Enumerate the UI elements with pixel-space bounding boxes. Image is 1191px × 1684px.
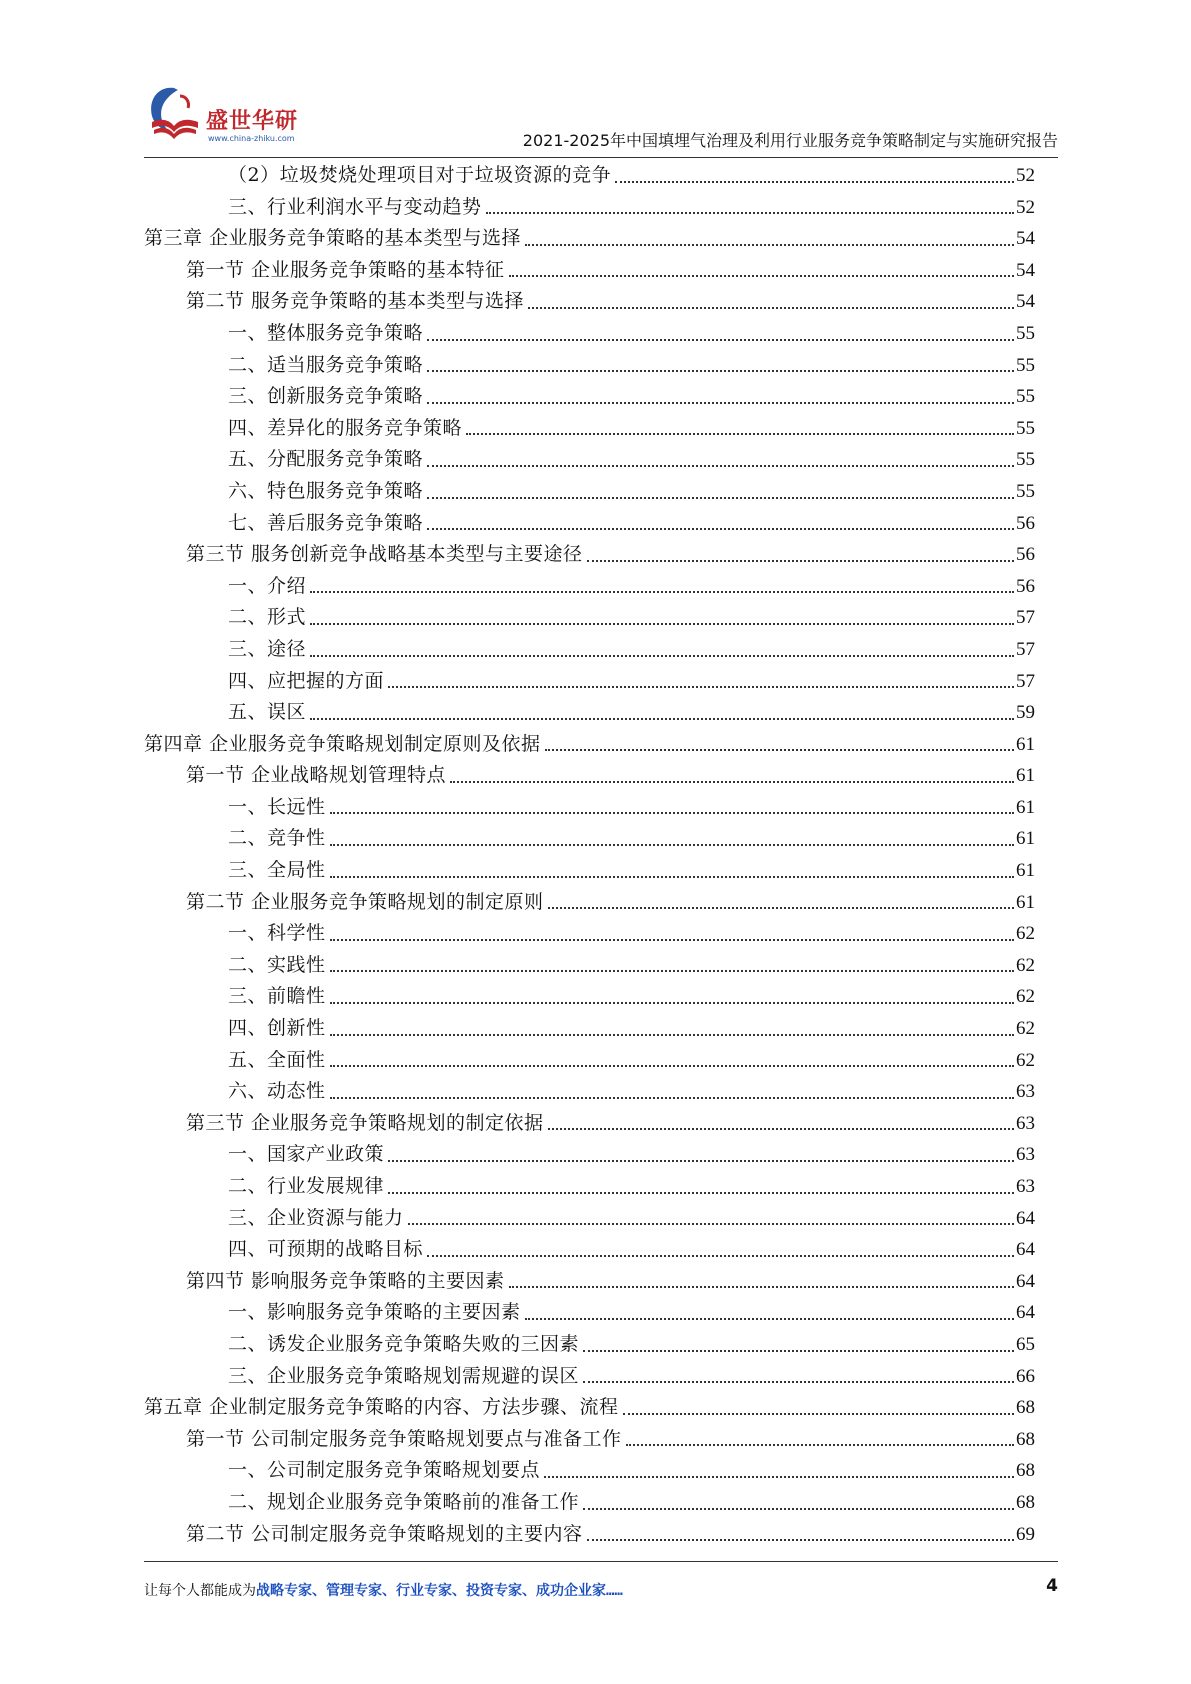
toc-entry-title: 第三节 企业服务竞争策略规划的制定依据 [186,1111,544,1134]
toc-entry-title: 四、可预期的战略目标 [228,1238,424,1261]
toc-entry-title: 一、科学性 [228,922,326,945]
toc-entry[interactable] [144,666,1035,698]
toc-dot-leader [330,1002,1014,1004]
toc-entry-title: 二、诱发企业服务竞争策略失败的三因素 [228,1332,580,1355]
toc-dot-leader [466,433,1014,435]
toc-entry[interactable] [144,950,1035,982]
toc-entry-page: 68 [1016,1428,1035,1450]
document-title: 2021-2025年中国填埋气治理及利用行业服务竞争策略制定与实施研究报告 [522,131,1058,150]
toc-entry-title: 五、分配服务竞争策略 [228,448,424,471]
toc-entry-title: 三、创新服务竞争策略 [228,385,424,408]
toc-entry-title: 一、介绍 [228,574,307,597]
toc-entry[interactable] [144,255,1035,287]
toc-entry[interactable] [144,1487,1035,1519]
toc-entry[interactable] [144,823,1035,855]
toc-dot-leader [330,876,1014,878]
toc-entry[interactable] [144,350,1035,382]
toc-dot-leader [310,655,1014,657]
toc-entry-title: 三、途径 [228,637,307,660]
toc-dot-leader [486,212,1014,214]
toc-dot-leader [427,402,1014,404]
toc-dot-leader [330,939,1014,941]
book-logo-icon [144,82,204,144]
toc-dot-leader [388,1192,1014,1194]
toc-entry-title: 四、创新性 [228,1017,326,1040]
toc-entry[interactable] [144,1171,1035,1203]
toc-entry-title: 六、动态性 [228,1080,326,1103]
toc-entry-title: 五、误区 [228,701,307,724]
toc-entry-title: 二、适当服务竞争策略 [228,353,424,376]
toc-entry[interactable] [144,286,1035,318]
toc-entry-title: 第四章 企业服务竞争策略规划制定原则及依据 [144,732,541,755]
toc-entry-page: 69 [1016,1523,1035,1545]
toc-entry-page: 55 [1016,322,1035,344]
toc-entry[interactable] [144,1139,1035,1171]
toc-entry[interactable] [144,918,1035,950]
toc-entry-title: 第三节 服务创新竞争战略基本类型与主要途径 [186,543,583,566]
toc-entry-title: 第二节 公司制定服务竞争策略规划的主要内容 [186,1522,583,1545]
toc-entry-page: 55 [1016,417,1035,439]
footer-slogan [144,1580,623,1600]
toc-entry-title: 一、国家产业政策 [228,1143,385,1166]
toc-dot-leader [427,1255,1014,1257]
toc-entry-page: 52 [1016,165,1035,186]
toc-entry-title: 第一节 公司制定服务竞争策略规划要点与准备工作 [186,1427,622,1450]
toc-dot-leader [427,465,1014,467]
toc-entry[interactable] [144,192,1035,224]
toc-entry[interactable] [144,1361,1035,1393]
toc-dot-leader [330,1097,1014,1099]
toc-dot-leader [310,591,1014,593]
toc-dot-leader [330,1034,1014,1036]
toc-entry[interactable] [144,1455,1035,1487]
toc-entry[interactable] [144,476,1035,508]
toc-entry-page: 63 [1016,1081,1035,1103]
toc-entry-page: 64 [1016,1270,1035,1292]
toc-entry-page: 61 [1016,796,1035,818]
toc-entry-page: 62 [1016,1018,1035,1040]
toc-entry-page: 64 [1016,1302,1035,1324]
toc-entry[interactable] [144,1234,1035,1266]
toc-dot-leader [583,1508,1014,1510]
toc-dot-leader [330,970,1014,972]
logo-name: 盛世华研 [206,109,299,134]
toc-entry[interactable] [144,792,1035,824]
toc-entry-page: 62 [1016,986,1035,1008]
toc-entry[interactable] [144,508,1035,540]
toc-entry-title: 四、差异化的服务竞争策略 [228,416,463,439]
toc-entry[interactable] [144,981,1035,1013]
toc-dot-leader [525,244,1014,246]
toc-dot-leader [408,1223,1014,1225]
toc-entry-page: 62 [1016,954,1035,976]
toc-entry-title: 二、形式 [228,606,307,629]
toc-dot-leader [583,1381,1014,1383]
toc-dot-leader [388,686,1014,688]
page-number: 4 [1046,1576,1058,1596]
toc-entry-page: 61 [1016,765,1035,787]
toc-entry-page: 61 [1016,860,1035,882]
toc-entry-page: 54 [1016,259,1035,281]
page-header [144,80,1058,162]
toc-entry[interactable] [144,223,1035,255]
toc-entry[interactable] [144,318,1035,350]
toc-entry-title: 一、公司制定服务竞争策略规划要点 [228,1459,541,1482]
toc-entry[interactable] [144,602,1035,634]
toc-entry[interactable] [144,444,1035,476]
toc-dot-leader [427,370,1014,372]
toc-entry-title: 二、行业发展规律 [228,1175,385,1197]
toc-entry[interactable] [144,1203,1035,1235]
toc-dot-leader [623,1413,1014,1415]
toc-dot-leader [509,275,1014,277]
footer-divider [144,1561,1058,1562]
toc-entry-page: 56 [1016,512,1035,534]
toc-dot-leader [615,181,1014,183]
toc-entry-title: 第一节 企业战略规划管理特点 [186,764,447,787]
toc-entry-page: 64 [1016,1239,1035,1261]
toc-entry-page: 64 [1016,1207,1035,1229]
toc-entry-title: 二、规划企业服务竞争策略前的准备工作 [228,1490,580,1513]
toc-entry-title: 二、竞争性 [228,827,326,850]
toc-entry[interactable] [144,1392,1035,1424]
toc-entry-page: 68 [1016,1397,1035,1419]
toc-entry[interactable] [144,697,1035,729]
toc-dot-leader [548,1128,1014,1130]
toc-entry-title: 三、前瞻性 [228,985,326,1008]
toc-entry[interactable] [144,1266,1035,1298]
toc-entry-page: 57 [1016,607,1035,629]
logo-url: www.china-zhiku.com [208,134,295,143]
toc-entry-page: 61 [1016,828,1035,850]
toc-entry[interactable] [144,1045,1035,1077]
toc-entry-title: 三、企业服务竞争策略规划需规避的误区 [228,1364,580,1387]
toc-entry-page: 61 [1016,891,1035,913]
toc-entry[interactable] [144,1424,1035,1456]
toc-entry[interactable] [144,1297,1035,1329]
toc-entry-title: 一、整体服务竞争策略 [228,321,424,344]
toc-entry-page: 63 [1016,1112,1035,1134]
toc-entry-title: 六、特色服务竞争策略 [228,479,424,502]
toc-dot-leader [548,907,1014,909]
toc-dot-leader [525,1318,1014,1320]
toc-entry-title: 三、全局性 [228,859,326,882]
toc-dot-leader [545,749,1014,751]
toc-entry-title: 第二节 企业服务竞争策略规划的制定原则 [186,890,544,913]
toc-entry-page: 57 [1016,638,1035,660]
company-logo [144,80,314,150]
toc-entry[interactable] [144,855,1035,887]
toc-entry[interactable] [144,1076,1035,1108]
toc-entry-title: 四、应把握的方面 [228,669,385,692]
toc-dot-leader [509,1286,1014,1288]
toc-entry[interactable] [144,760,1035,792]
toc-entry-page: 59 [1016,702,1035,724]
toc-dot-leader [583,1350,1014,1352]
toc-entry-page: 52 [1016,196,1035,218]
toc-entry-title: 七、善后服务竞争策略 [228,511,424,534]
toc-entry-page: 54 [1016,228,1035,250]
toc-entry-page: 66 [1016,1365,1035,1387]
toc-entry[interactable] [144,634,1035,666]
toc-entry[interactable] [144,1329,1035,1361]
toc-entry-title: 第三章 企业服务竞争策略的基本类型与选择 [144,227,522,250]
toc-dot-leader [450,781,1014,783]
toc-entry-title: 第四节 影响服务竞争策略的主要因素 [186,1269,505,1292]
toc-entry-page: 68 [1016,1491,1035,1513]
toc-entry-title: 一、长远性 [228,795,326,818]
toc-entry-page: 62 [1016,923,1035,945]
header-divider [144,157,1058,158]
toc-entry-page: 57 [1016,670,1035,692]
toc-entry-page: 65 [1016,1333,1035,1355]
toc-entry[interactable] [144,381,1035,413]
toc-dot-leader [427,497,1014,499]
toc-entry[interactable] [144,1519,1035,1551]
toc-dot-leader [427,339,1014,341]
toc-entry-page: 56 [1016,544,1035,566]
toc-entry-page: 68 [1016,1460,1035,1482]
toc-entry-page: 56 [1016,575,1035,597]
toc-entry[interactable] [144,160,1035,192]
toc-entry-page: 62 [1016,1049,1035,1071]
toc-dot-leader [330,844,1014,846]
toc-dot-leader [528,307,1014,309]
toc-dot-leader [310,623,1014,625]
toc-entry[interactable] [144,539,1035,571]
slogan-highlight: 战略专家、管理专家、行业专家、投资专家、成功企业家…… [256,1583,623,1599]
toc-entry-page: 63 [1016,1144,1035,1166]
toc-dot-leader [427,528,1014,530]
toc-dot-leader [310,718,1014,720]
toc-dot-leader [544,1476,1014,1478]
toc-entry-title: 五、全面性 [228,1048,326,1071]
toc-entry-page: 55 [1016,386,1035,408]
toc-entry[interactable] [144,1013,1035,1045]
toc-dot-leader [330,1065,1014,1067]
toc-dot-leader [330,812,1014,814]
toc-entry[interactable] [144,887,1035,919]
slogan-prefix: 让每个人都能成为 [144,1583,256,1599]
toc-entry-title: 三、行业利润水平与变动趋势 [228,195,482,218]
toc-entry-title: 第五章 企业制定服务竞争策略的内容、方法步骤、流程 [144,1396,619,1419]
toc-entry-page: 55 [1016,354,1035,376]
toc-entry[interactable] [144,1108,1035,1140]
toc-dot-leader [388,1160,1014,1162]
toc-entry-title: （2）垃圾焚烧处理项目对于垃圾资源的竞争 [228,164,612,186]
toc-entry-page: 54 [1016,291,1035,313]
toc-entry-title: 一、影响服务竞争策略的主要因素 [228,1301,521,1324]
toc-entry-title: 二、实践性 [228,953,326,976]
toc-dot-leader [587,560,1014,562]
toc-entry-title: 三、企业资源与能力 [228,1206,404,1229]
toc-entry-page: 55 [1016,480,1035,502]
toc-entry-page: 63 [1016,1176,1035,1197]
toc-entry[interactable] [144,729,1035,761]
toc-entry[interactable] [144,571,1035,603]
toc-entry-title: 第二节 服务竞争策略的基本类型与选择 [186,290,525,313]
toc-dot-leader [626,1444,1014,1446]
toc-dot-leader [587,1539,1014,1541]
toc-entry-page: 55 [1016,449,1035,471]
toc-entry-page: 61 [1016,733,1035,755]
table-of-contents [144,160,1035,1550]
toc-entry-title: 第一节 企业服务竞争策略的基本特征 [186,258,505,281]
toc-entry[interactable] [144,413,1035,445]
